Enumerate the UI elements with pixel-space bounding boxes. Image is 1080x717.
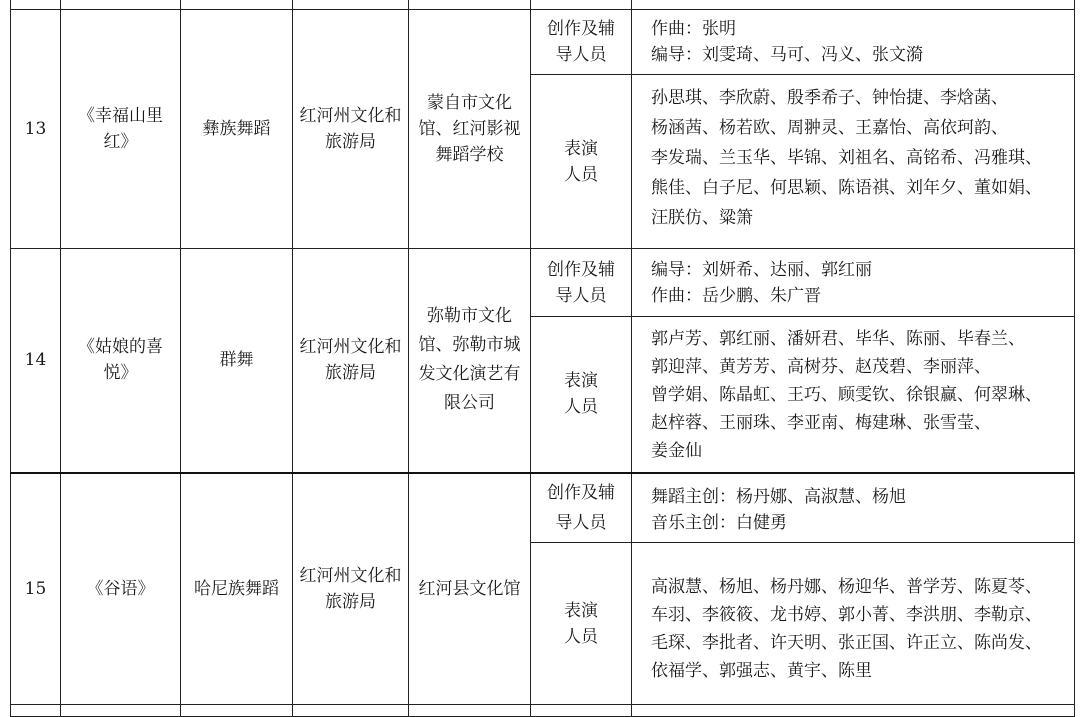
organizer: 红河州文化和 旅游局: [293, 473, 409, 705]
table-row: [11, 249, 1075, 317]
performer-list: 孙思琪、李欣蔚、殷季希子、钟怡捷、李焓菡、 杨涵茜、杨若欧、周翀灵、王嘉怡、高依珂韵、 李发瑞、兰玉华、毕锦、刘祖名、高铭希、冯雅琪、 熊佳、白子尼、何思颖、陈语祺、刘年夕、董如娟、 汪朕仿、粱箫: [632, 75, 1075, 249]
next-row-remnant: [11, 705, 1075, 717]
performer-role-label: 表演 人员: [531, 317, 632, 473]
row-number: 14: [11, 249, 61, 473]
work-title: 《幸福山里 红》: [61, 10, 181, 249]
performer-role-label: 表演 人员: [531, 543, 632, 705]
work-title: 《姑娘的喜 悦》: [61, 249, 181, 473]
performer-role-label: 表演 人员: [531, 75, 632, 249]
creative-role-label: 创作及辅 导人员: [531, 10, 632, 75]
creative-staff: 编导：刘妍希、达丽、郭红丽 作曲：岳少鹏、朱广晋: [632, 249, 1075, 317]
row-number: 15: [11, 473, 61, 705]
creative-role-label: 创作及辅 导人员: [531, 473, 632, 543]
performing-unit: 弥勒市文化 馆、弥勒市城 发文化演艺有 限公司: [409, 249, 531, 473]
organizer: 红河州文化和 旅游局: [293, 249, 409, 473]
row-number: 13: [11, 10, 61, 249]
performer-list: 高淑慧、杨旭、杨丹娜、杨迎华、普学芳、陈夏苓、 车羽、李筱筱、龙书婷、郭小菁、李洪朋、李勒京、 毛琛、李批者、许天明、张正国、许正立、陈尚发、 依福学、郭强志、黄宇、陈里: [632, 543, 1075, 705]
genre: 群舞: [181, 249, 293, 473]
organizer: 红河州文化和 旅游局: [293, 10, 409, 249]
table-row: [11, 473, 1075, 543]
roster-table: [10, 0, 1075, 717]
performer-list: 郭卢芳、郭红丽、潘妍君、毕华、陈丽、毕春兰、 郭迎萍、黄芳芳、高树芬、赵茂碧、李丽萍、 曾学娟、陈晶虹、王巧、顾雯钦、徐银赢、何翠琳、 赵梓蓉、王丽珠、李亚南、梅建琳、张雪莹、 姜金仙: [632, 317, 1075, 473]
previous-row-remnant: [11, 0, 1075, 10]
performing-unit: 红河县文化馆: [409, 473, 531, 705]
table-row: [11, 10, 1075, 75]
work-title: 《谷语》: [61, 473, 181, 705]
genre: 彝族舞蹈: [181, 10, 293, 249]
creative-role-label: 创作及辅 导人员: [531, 249, 632, 317]
performing-unit: 蒙自市文化 馆、红河影视 舞蹈学校: [409, 10, 531, 249]
creative-staff: 作曲：张明 编导：刘雯琦、马可、冯义、张文漪: [632, 10, 1075, 75]
genre: 哈尼族舞蹈: [181, 473, 293, 705]
creative-staff: 舞蹈主创：杨丹娜、高淑慧、杨旭 音乐主创：白健勇: [632, 473, 1075, 543]
